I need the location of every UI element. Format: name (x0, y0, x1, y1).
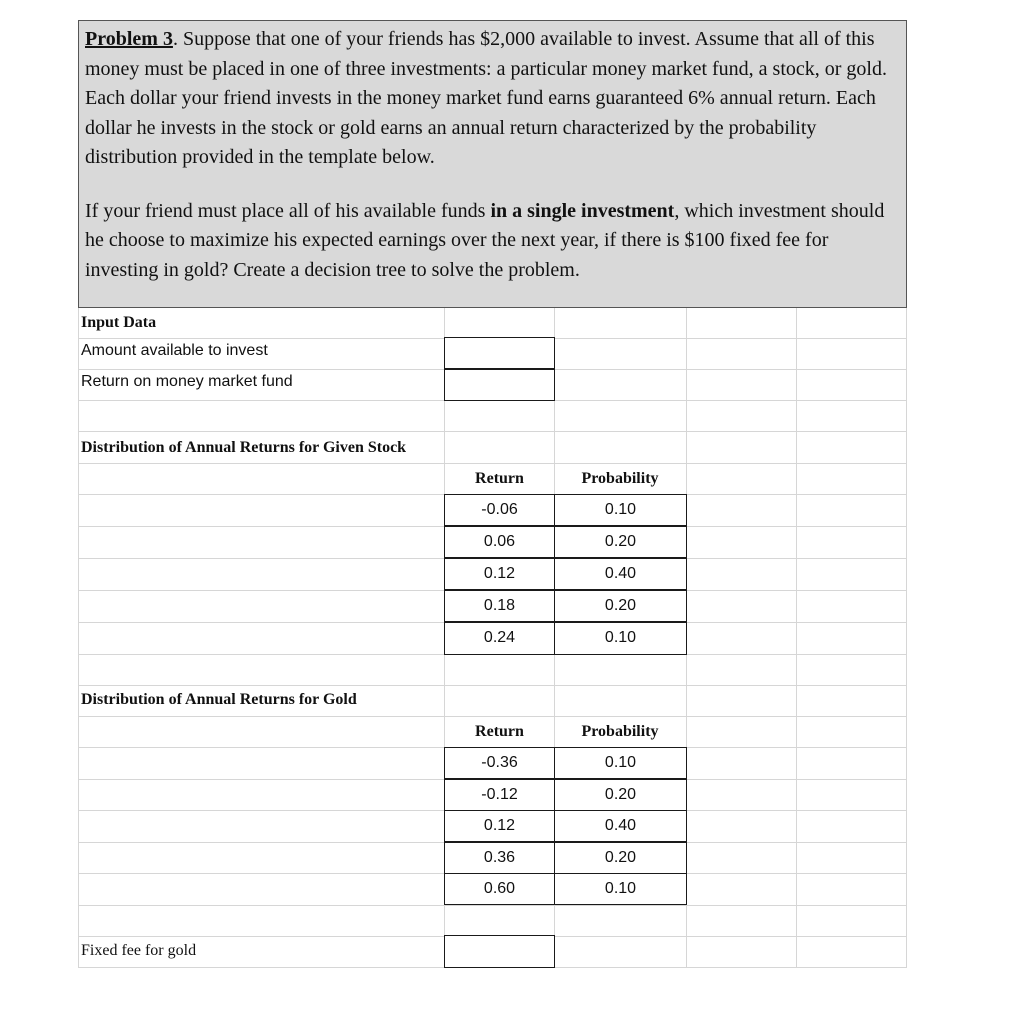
problem-intro: . Suppose that one of your friends has $2,000 available to invest. Assume that all of this money must be placed in one of three investments: a particular money market fund, a stock, or gold. Each dollar your friend invests in the money market fund earns guaranteed 6% annual return. Each dollar he invests in the stock or gold earns an annual return characterized by the probability distribution provided in the template below. (85, 28, 887, 168)
stock-probability-cell[interactable]: 0.10 (554, 494, 687, 526)
question-bold: in a single investment (490, 199, 675, 222)
stock-return-cell[interactable]: 0.12 (444, 558, 555, 590)
gold-probability-cell[interactable]: 0.10 (554, 747, 687, 779)
gold-probability-cell[interactable]: 0.40 (554, 810, 687, 842)
gold-return-cell[interactable]: -0.36 (444, 747, 555, 779)
problem-statement (78, 20, 907, 308)
problem-title: Problem 3 (85, 28, 173, 50)
stock-probability-cell[interactable]: 0.20 (554, 590, 687, 622)
gold-distribution-heading: Distribution of Annual Returns for Gold (81, 691, 357, 708)
question-part-2: , which investment should he choose to maximize his expected earnings over the next year, if there is $100 fixed fee for investing in gold? Create a decision tree to solve the problem. (85, 199, 885, 281)
stock-probability-cell[interactable]: 0.20 (554, 526, 687, 558)
money-market-return-label: Return on money market fund (81, 373, 293, 390)
amount-input-cell[interactable] (444, 337, 555, 369)
stock-return-cell[interactable]: 0.18 (444, 590, 555, 622)
gold-return-cell[interactable]: 0.12 (444, 810, 555, 842)
gold-return-cell[interactable]: -0.12 (444, 779, 555, 811)
problem-paragraph-1 (85, 25, 900, 173)
money-market-return-input-cell[interactable] (444, 369, 555, 401)
stock-probability-header: Probability (581, 470, 659, 487)
fixed-fee-input-cell[interactable] (444, 935, 555, 968)
gold-return-cell[interactable]: 0.60 (444, 873, 555, 905)
gold-return-cell[interactable]: 0.36 (444, 842, 555, 874)
stock-return-cell[interactable]: 0.24 (444, 622, 555, 655)
question-part-1: If your friend must place all of his available funds (85, 199, 491, 222)
stock-probability-cell[interactable]: 0.40 (554, 558, 687, 590)
fixed-fee-label: Fixed fee for gold (81, 942, 197, 959)
problem-paragraph-2 (85, 197, 900, 286)
gold-probability-cell[interactable]: 0.10 (554, 873, 687, 905)
stock-return-cell[interactable]: 0.06 (444, 526, 555, 558)
stock-distribution-heading: Distribution of Annual Returns for Given Stock (81, 439, 407, 456)
stock-return-cell[interactable]: -0.06 (444, 494, 555, 526)
gold-probability-cell[interactable]: 0.20 (554, 779, 687, 811)
gold-probability-cell[interactable]: 0.20 (554, 842, 687, 874)
amount-label: Amount available to invest (81, 342, 268, 359)
stock-return-header: Return (475, 470, 524, 487)
input-data-heading: Input Data (81, 314, 157, 331)
gold-return-header: Return (475, 723, 524, 740)
stock-probability-cell[interactable]: 0.10 (554, 622, 687, 655)
gold-probability-header: Probability (581, 723, 659, 740)
